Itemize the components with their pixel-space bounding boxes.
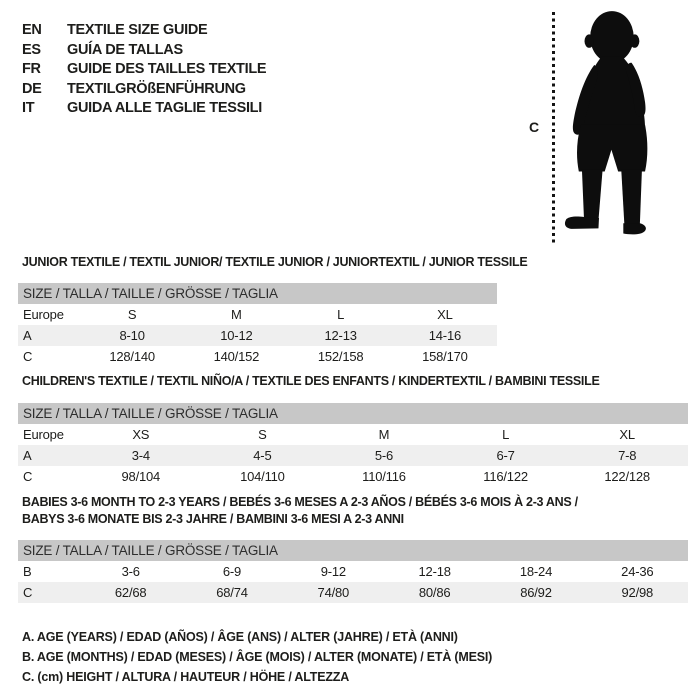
toddler-silhouette: [558, 9, 670, 247]
size-cell: M: [378, 427, 390, 442]
size-cell: XL: [437, 307, 453, 322]
junior-size-table: [18, 283, 497, 367]
size-table-header: SIZE / TALLA / TAILLE / GRÖSSE / TAGLIA: [18, 403, 688, 424]
row-label: A: [23, 448, 32, 463]
row-label: Europe: [23, 307, 64, 322]
footnote-legend: [22, 627, 492, 687]
size-cell: 116/122: [483, 469, 528, 484]
height-measure-dotted-line: [552, 12, 555, 243]
size-cell: 4-5: [253, 448, 272, 463]
size-cell: 68/74: [216, 585, 248, 600]
size-cell: 80/86: [418, 585, 451, 600]
guide-title-en: TEXTILE SIZE GUIDE: [67, 22, 208, 38]
table-row-c: [18, 466, 688, 487]
guide-title-it: GUIDA ALLE TAGLIE TESSILI: [67, 100, 262, 116]
size-cell: L: [337, 307, 345, 322]
table-row-a: [18, 325, 497, 346]
language-row: [22, 60, 266, 80]
size-cell: 140/152: [213, 349, 260, 364]
table-row-europe: [18, 304, 497, 325]
size-cell: 62/68: [114, 585, 147, 600]
row-label: C: [23, 469, 33, 484]
size-cell: 86/92: [520, 585, 552, 600]
size-cell: 3-4: [131, 448, 150, 463]
table-row-a: [18, 445, 688, 466]
size-cell: 122/128: [604, 469, 650, 484]
size-cell: 14-16: [428, 328, 461, 343]
babies-table-title: BABIES 3-6 MONTH TO 2-3 YEARS / BEBÉS 3-6 MESES A 2-3 AÑOS / BÉBÉS 3-6 MOIS À 2-3 ANS / BABYS 3-6 MONATE BIS 2-3 JAHRE / BAMBINI 3-6 MESI A 2-3 ANNI: [22, 495, 578, 526]
row-label: A: [23, 328, 32, 343]
language-row: [22, 80, 266, 100]
size-cell: L: [502, 427, 510, 442]
size-table-header: SIZE / TALLA / TAILLE / GRÖSSE / TAGLIA: [18, 283, 497, 304]
table-row-europe: [18, 424, 688, 445]
size-cell: 98/104: [121, 469, 161, 484]
babies-size-table: [18, 540, 688, 603]
size-cell: XL: [619, 427, 635, 442]
guide-title-es: GUÍA DE TALLAS: [67, 41, 183, 58]
footnote-b: B. AGE (MONTHS) / EDAD (MESES) / ÂGE (MOIS) / ALTER (MONATE) / ETÀ (MESI): [22, 650, 493, 664]
table-row-c: [18, 346, 497, 367]
size-cell: 3-6: [121, 564, 140, 579]
junior-table-title: JUNIOR TEXTILE / TEXTIL JUNIOR/ TEXTILE JUNIOR / JUNIORTEXTIL / JUNIOR TESSILE: [22, 255, 528, 269]
language-row: [22, 21, 266, 41]
size-cell: 8-10: [119, 328, 145, 343]
size-cell: 6-7: [496, 448, 515, 463]
height-measure-label: C: [529, 119, 540, 135]
size-cell: 24-36: [621, 564, 654, 579]
table-row-c: [18, 582, 688, 603]
children-size-table: [18, 403, 688, 487]
language-code: DE: [22, 80, 42, 97]
size-cell: 10-12: [220, 328, 253, 343]
guide-title-fr: GUIDE DES TAILLES TEXTILE: [67, 61, 267, 77]
row-label: B: [23, 564, 32, 579]
size-cell: 5-6: [374, 448, 394, 463]
size-cell: 12-18: [418, 564, 451, 579]
size-cell: 92/98: [621, 585, 654, 600]
size-table-header: SIZE / TALLA / TAILLE / GRÖSSE / TAGLIA: [18, 540, 688, 561]
size-cell: M: [231, 307, 242, 322]
size-cell: XS: [132, 427, 150, 442]
language-row: [22, 41, 266, 61]
size-cell: 74/80: [317, 585, 350, 600]
size-cell: 152/158: [317, 349, 364, 364]
guide-title-de: TEXTILGRÖßENFÜHRUNG: [67, 80, 246, 97]
size-cell: 18-24: [519, 564, 553, 579]
size-cell: 9-12: [320, 564, 346, 579]
language-code: EN: [22, 22, 42, 38]
language-code: ES: [22, 41, 41, 58]
language-row: [22, 99, 266, 119]
footnote-a: A. AGE (YEARS) / EDAD (AÑOS) / ÂGE (ANS) / ALTER (JAHRE) / ETÀ (ANNI): [22, 630, 458, 644]
size-cell: 110/116: [362, 469, 406, 484]
size-cell: 7-8: [618, 448, 637, 463]
footnote-c: C. (cm) HEIGHT / ALTURA / HAUTEUR / HÖHE / ALTEZZA: [22, 670, 350, 684]
table-row-b: [18, 561, 688, 582]
row-label: C: [23, 349, 33, 364]
size-cell: S: [127, 307, 137, 322]
row-label: C: [23, 585, 33, 600]
size-cell: 6-9: [222, 564, 242, 579]
size-cell: 104/110: [240, 469, 285, 484]
children-table-title: CHILDREN'S TEXTILE / TEXTIL NIÑO/A / TEXTILE DES ENFANTS / KINDERTEXTIL / BAMBINI TESSILE: [22, 374, 600, 388]
language-title-list: [22, 21, 266, 119]
size-cell: 12-13: [324, 328, 357, 343]
size-cell: 128/140: [109, 349, 155, 364]
row-label: Europe: [23, 427, 64, 442]
size-cell: S: [258, 427, 267, 442]
language-code: FR: [22, 61, 41, 77]
language-code: IT: [22, 100, 35, 116]
size-cell: 158/170: [422, 349, 468, 364]
